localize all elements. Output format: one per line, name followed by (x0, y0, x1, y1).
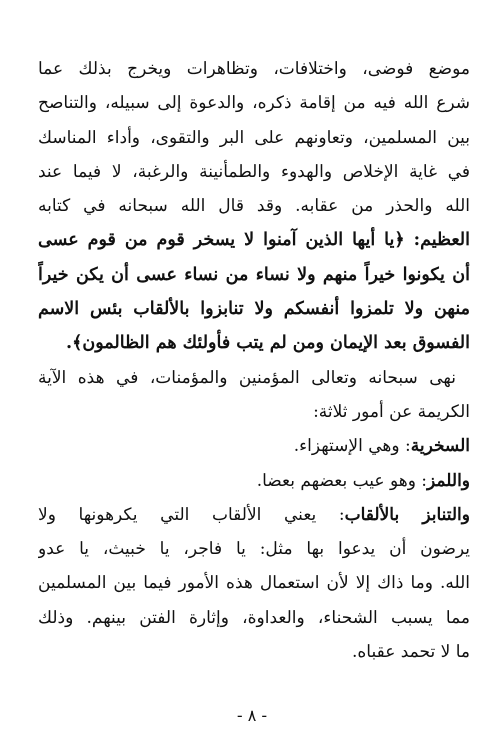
term-label: والتنابز بالألقاب (344, 504, 470, 525)
term-definition: : وهو عيب بعضهم بعضا. (256, 470, 428, 491)
text-line: بين المسلمين، وتعاونهم على البر والتقوى، وأداء المناسك (38, 127, 470, 148)
text-line: نهى سبحانه وتعالى المؤمنين والمؤمنات، في هذه الآية (38, 367, 456, 388)
term-label: السخرية (410, 436, 470, 457)
term-definition: : يعني الألقاب التي يكرهونها ولا (38, 504, 345, 525)
page-number: - ٨ - (236, 706, 268, 725)
page-body (38, 52, 470, 669)
quran-verse-line: منهن ولا تلمزوا أنفسكم ولا تنابزوا بالألقاب بئس الاسم (38, 299, 470, 320)
list-item-slander (38, 464, 470, 498)
term-label: واللمز (427, 470, 470, 491)
term-definition: : وهي الإستهزاء. (293, 436, 411, 457)
text-line: مما يسبب الشحناء، والعداوة، وإثارة الفتن بينهم. وذلك (38, 607, 470, 628)
quran-verse-line: أن يكونوا خيراً منهم ولا نساء من نساء عسى أن يكن خيراً (38, 264, 470, 285)
text-line: موضع فوضى، واختلافات، وتظاهرات ويخرج بذلك عما (38, 59, 470, 79)
list-item-nicknames (38, 498, 470, 532)
text-line: الله والحذر من عقابه. وقد قال الله سبحانه في كتابه (38, 196, 470, 217)
text-line: الله. وما ذاك إلا لأن استعمال هذه الأمور فيما بين المسلمين (38, 573, 470, 594)
quran-verse-line: الفسوق بعد الإيمان ومن لم يتب فأولئك هم الظالمون﴾. (66, 333, 470, 354)
quran-verse-line: العظيم: ﴿يا أيها الذين آمنوا لا يسخر قوم من قوم عسى (38, 230, 470, 251)
text-line: يرضون أن يدعوا بها مثل: يا فاجر، يا خبيث، يا عدو (38, 539, 470, 560)
list-item-mockery (38, 429, 470, 463)
text-line: شرع الله فيه من إقامة ذكره، والدعوة إلى سبيله، والتناصح (38, 93, 470, 114)
text-line: الكريمة عن أمور ثلاثة: (313, 401, 470, 422)
text-line: ما لا تحمد عقباه. (351, 642, 470, 663)
text-line: في غاية الإخلاص والهدوء والطمأنينة والرغبة، لا فيما عند (38, 161, 470, 182)
